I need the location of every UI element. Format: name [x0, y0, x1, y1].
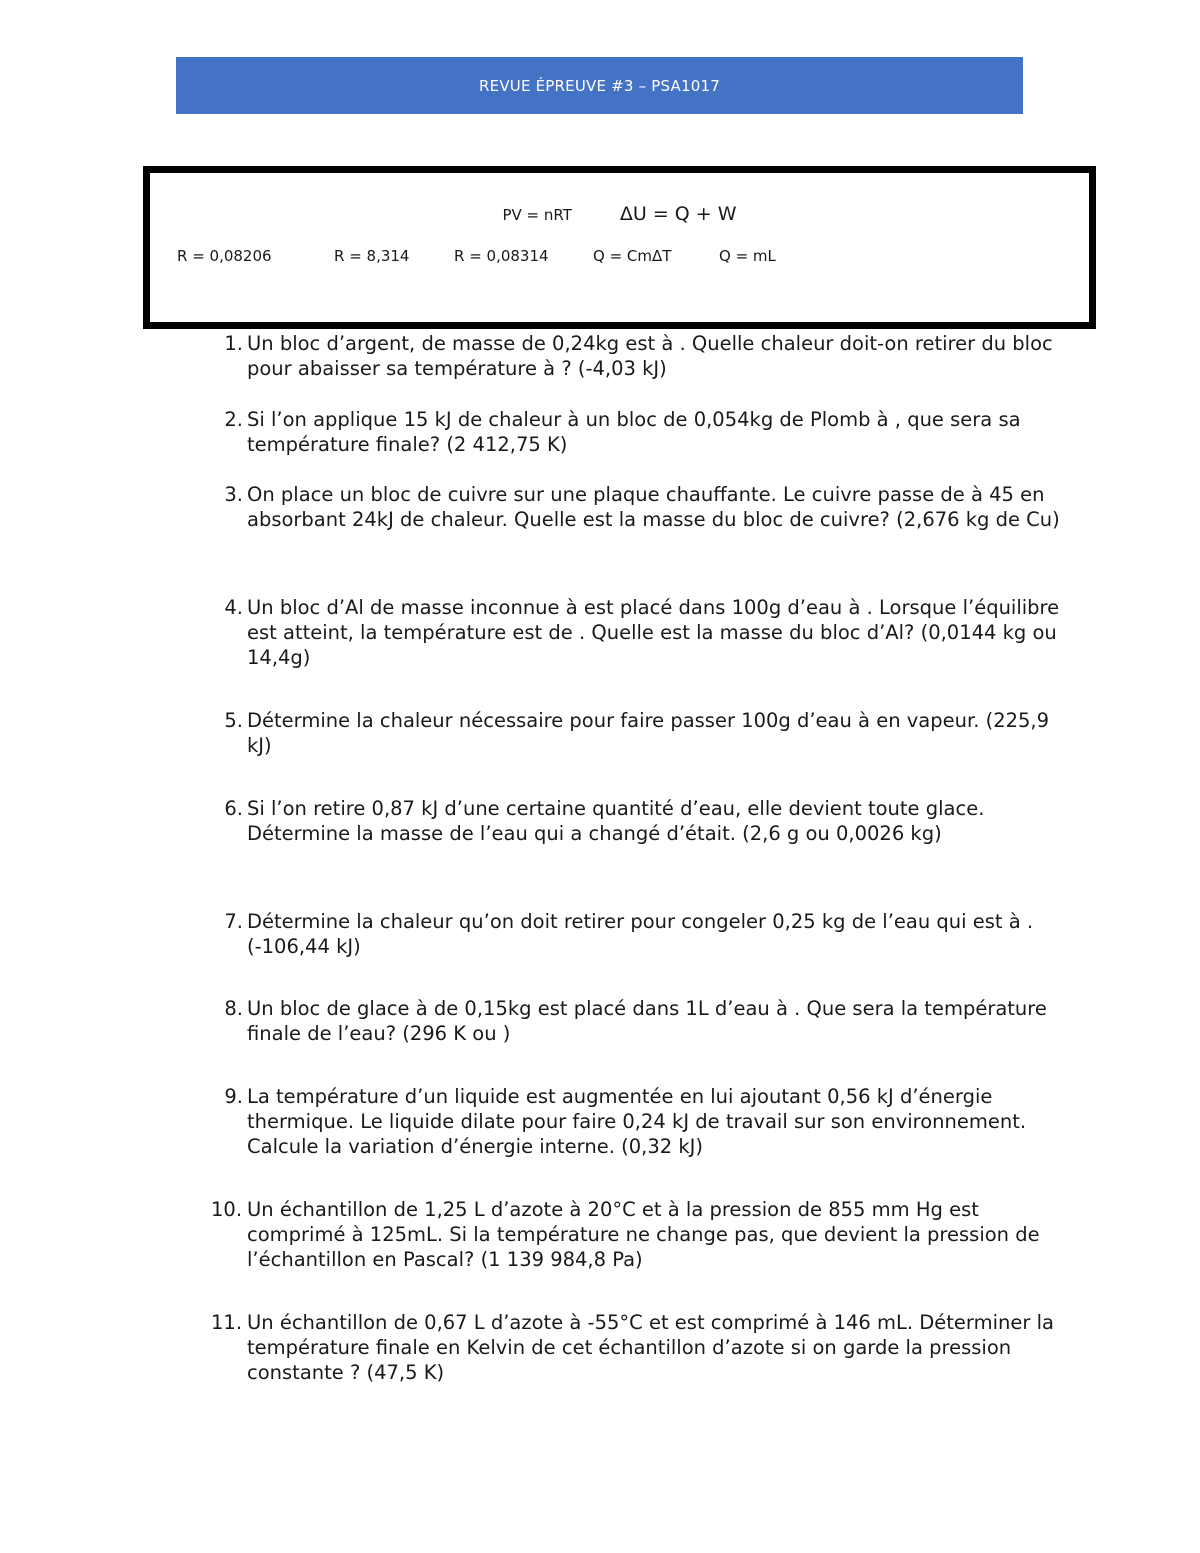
gas-constant-2: R = 8,314 — [334, 247, 410, 265]
question-number: 11. — [211, 1311, 243, 1334]
question-text: Détermine la chaleur qu’on doit retirer pour congeler 0,25 kg de l’eau qui est à . (-106,44 kJ) — [247, 910, 1034, 958]
question-2 — [205, 407, 1077, 457]
question-number: 4. — [224, 596, 243, 619]
question-9 — [205, 1084, 1077, 1159]
question-text: Un bloc de glace à de 0,15kg est placé dans 1L d’eau à . Que sera la température finale de l’eau? (296 K ou ) — [247, 997, 1047, 1045]
question-5 — [205, 708, 1077, 758]
heat-formula: Q = CmΔT — [593, 247, 672, 265]
question-number: 6. — [224, 797, 243, 820]
question-text: Si l’on applique 15 kJ de chaleur à un bloc de 0,054kg de Plomb à , que sera sa température finale? (2 412,75 K) — [247, 408, 1021, 456]
question-text: Un échantillon de 0,67 L d’azote à -55°C et est comprimé à 146 mL. Déterminer la température finale en Kelvin de cet échantillon d’azote si on garde la pression constante ? (47,5 K) — [247, 1311, 1054, 1384]
question-1 — [205, 331, 1077, 381]
question-number: 3. — [224, 483, 243, 506]
question-number: 5. — [224, 709, 243, 732]
question-number: 7. — [224, 910, 243, 933]
question-number: 10. — [211, 1198, 243, 1221]
question-text: La température d’un liquide est augmentée en lui ajoutant 0,56 kJ d’énergie thermique. Le liquide dilate pour faire 0,24 kJ de travail sur son environnement. Calcule la variation d’énergie interne. (0,32 kJ) — [247, 1085, 1027, 1158]
question-number: 1. — [224, 332, 243, 355]
question-text: Détermine la chaleur nécessaire pour faire passer 100g d’eau à en vapeur. (225,9 kJ) — [247, 709, 1050, 757]
question-text: Un échantillon de 1,25 L d’azote à 20°C et à la pression de 855 mm Hg est comprimé à 125mL. Si la température ne change pas, que devient la pression de l’échantillon en Pascal? (1 139 984,8 Pa) — [247, 1198, 1040, 1271]
ideal-gas-formula: PV = nRT — [502, 206, 572, 224]
question-text: Un bloc d’Al de masse inconnue à est placé dans 100g d’eau à . Lorsque l’équilibre est atteint, la température est de . Quelle est la masse du bloc d’Al? (0,0144 kg ou 14,4g) — [247, 596, 1060, 669]
header-bar — [176, 57, 1023, 114]
question-11 — [205, 1310, 1077, 1385]
question-text: Un bloc d’argent, de masse de 0,24kg est à . Quelle chaleur doit-on retirer du bloc pour abaisser sa température à ? (-4,03 kJ) — [247, 332, 1053, 380]
latent-heat-formula: Q = mL — [719, 247, 776, 265]
formula-box — [143, 166, 1096, 329]
question-number: 8. — [224, 997, 243, 1020]
gas-constant-1: R = 0,08206 — [177, 247, 272, 265]
question-text: On place un bloc de cuivre sur une plaque chauffante. Le cuivre passe de à 45 en absorbant 24kJ de chaleur. Quelle est la masse du bloc de cuivre? (2,676 kg de Cu) — [247, 483, 1060, 531]
question-4 — [205, 595, 1077, 670]
question-6 — [205, 796, 1077, 846]
question-number: 9. — [224, 1085, 243, 1108]
page-title: REVUE ÉPREUVE #3 – PSA1017 — [479, 76, 720, 95]
formula-row-1 — [150, 203, 1089, 225]
question-text: Si l’on retire 0,87 kJ d’une certaine quantité d’eau, elle devient toute glace. Détermine la masse de l’eau qui a changé d’était. (2,6 g ou 0,0026 kg) — [247, 797, 985, 845]
question-3 — [205, 482, 1077, 532]
first-law-formula: ΔU = Q + W — [619, 203, 737, 225]
question-7 — [205, 909, 1077, 959]
gas-constant-3: R = 0,08314 — [454, 247, 549, 265]
question-8 — [205, 996, 1077, 1046]
question-number: 2. — [224, 408, 243, 431]
question-10 — [205, 1197, 1077, 1272]
